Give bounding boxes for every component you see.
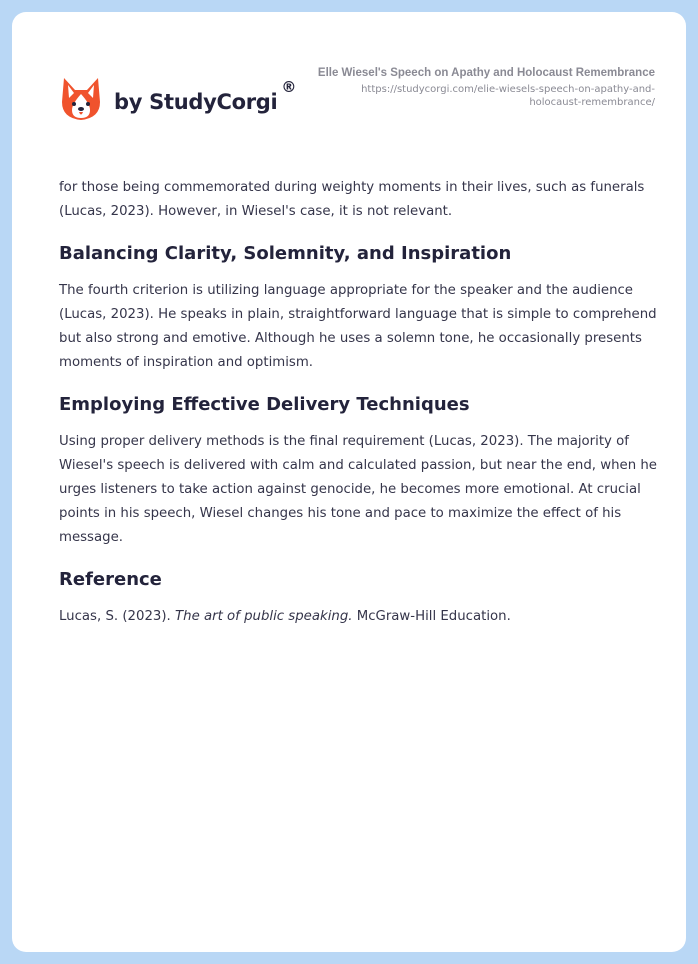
reference-entry	[59, 605, 659, 629]
brand-name: by StudyCorgi	[114, 90, 278, 114]
section-heading: Employing Effective Delivery Techniques	[59, 394, 470, 415]
intro-paragraph: for those being commemorated during weighty moments in their lives, such as funerals (Lucas, 2023). However, in Wiesel's case, it is not relevant.	[59, 180, 645, 219]
section-paragraph: Using proper delivery methods is the final requirement (Lucas, 2023). The majority of Wiesel's speech is delivered with calm and calculated passion, but near the end, when he urges listeners to take action against genocide, he becomes more emotional. At crucial points in his speech, Wiesel changes his tone and pace to maximize the effect of his message.	[59, 434, 657, 545]
document-page	[12, 12, 686, 952]
studycorgi-logo[interactable]	[60, 76, 296, 122]
section-paragraph: The fourth criterion is utilizing language appropriate for the speaker and the audience (Lucas, 2023). He speaks in plain, straightforward language that is simple to comprehend but also strong and emotive. Although he uses a solemn tone, he occasionally presents moments of inspiration and optimism.	[59, 283, 657, 370]
reference-title: The art of public speaking.	[175, 609, 353, 624]
document-title: Elle Wiesel's Speech on Apathy and Holocaust Remembrance	[317, 67, 655, 79]
document-meta	[315, 66, 655, 109]
reference-author: Lucas, S. (2023).	[59, 609, 176, 624]
document-body	[59, 176, 659, 629]
reference-publisher: McGraw-Hill Education.	[352, 609, 511, 624]
page-header	[12, 12, 686, 152]
registered-mark: ®	[281, 78, 297, 96]
reference-heading: Reference	[59, 569, 162, 590]
document-url[interactable]: https://studycorgi.com/elie-wiesels-speech-on-apathy-and-holocaust-remembrance/	[361, 84, 655, 108]
corgi-logo-icon	[60, 76, 102, 122]
section-heading: Balancing Clarity, Solemnity, and Inspiration	[59, 243, 512, 264]
